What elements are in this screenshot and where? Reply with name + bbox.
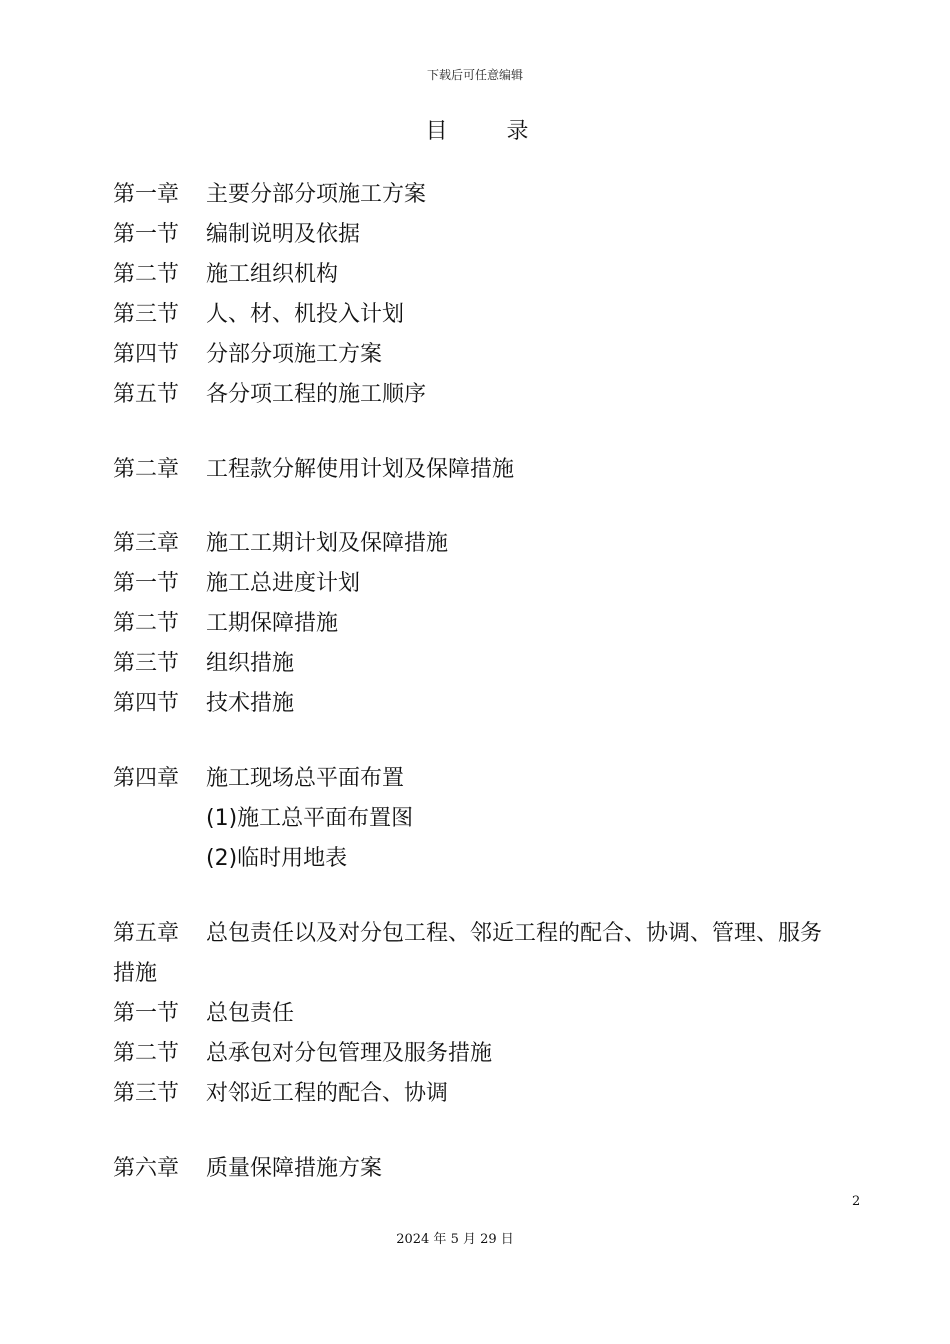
toc-entry[interactable] <box>113 380 426 410</box>
toc-entry-number: 第一节 <box>113 1001 180 1026</box>
page-footer-date: 2024 年 5 月 29 日 <box>396 1232 514 1247</box>
toc-entry-text: 对邻近工程的配合、协调 <box>206 1081 449 1106</box>
toc-entry-text: 分部分项施工方案 <box>206 342 383 367</box>
toc-entry-number: 第一节 <box>113 222 180 247</box>
toc-entry[interactable] <box>113 220 360 250</box>
toc-entry-text: 总承包对分包管理及服务措施 <box>206 1041 493 1066</box>
toc-entry[interactable] <box>113 180 426 210</box>
toc-entry-text: 各分项工程的施工顺序 <box>206 382 427 407</box>
toc-entry-number: 第一节 <box>113 571 180 596</box>
toc-entry-text: 总包责任 <box>206 1001 295 1026</box>
toc-entry-text: 工期保障措施 <box>206 611 339 636</box>
toc-entry-continued[interactable] <box>113 959 157 989</box>
toc-entry-text: 施工工期计划及保障措施 <box>206 531 449 556</box>
toc-entry-number: 第二节 <box>113 1041 180 1066</box>
toc-entry-number: 第六章 <box>113 1156 180 1181</box>
toc-entry-number: 第二节 <box>113 611 180 636</box>
toc-entry-text: 施工总进度计划 <box>206 571 361 596</box>
toc-entry-number: 第一章 <box>113 182 180 207</box>
toc-entry-number: 第三节 <box>113 1081 180 1106</box>
toc-entry-text: 工程款分解使用计划及保障措施 <box>206 457 515 482</box>
toc-entry-text: 技术措施 <box>206 691 295 716</box>
toc-entry-text: 编制说明及依据 <box>206 222 361 247</box>
toc-entry[interactable] <box>113 1079 448 1109</box>
toc-entry-text: 措施 <box>113 961 158 986</box>
toc-entry[interactable] <box>113 1154 382 1184</box>
toc-entry-text: 主要分部分项施工方案 <box>206 182 427 207</box>
toc-entry[interactable] <box>113 300 404 330</box>
toc-entry[interactable] <box>113 1039 492 1069</box>
toc-entry[interactable] <box>113 609 338 639</box>
toc-subentry[interactable]: (1)施工总平面布置图 <box>206 806 414 831</box>
toc-entry-text: 总包责任以及对分包工程、邻近工程的配合、协调、管理、服务 <box>206 921 823 946</box>
toc-entry-text: 质量保障措施方案 <box>206 1156 383 1181</box>
toc-entry-number: 第五章 <box>113 921 180 946</box>
toc-subentry[interactable]: (2)临时用地表 <box>206 846 348 871</box>
toc-entry[interactable] <box>113 569 360 599</box>
toc-title: 目 录 <box>425 119 555 144</box>
toc-entry[interactable] <box>113 919 822 949</box>
toc-entry-number: 第四章 <box>113 766 180 791</box>
page-header: 下载后可任意编辑 <box>426 68 523 82</box>
toc-entry-number: 第四节 <box>113 342 180 367</box>
toc-entry[interactable] <box>113 340 382 370</box>
toc-entry-number: 第五节 <box>113 382 180 407</box>
toc-entry-text: 人、材、机投入计划 <box>206 302 405 327</box>
toc-entry-number: 第三章 <box>113 531 180 556</box>
toc-entry-number: 第四节 <box>113 691 180 716</box>
toc-entry-text: 施工现场总平面布置 <box>206 766 405 791</box>
toc-entry-number: 第二章 <box>113 457 180 482</box>
toc-entry-text: 施工组织机构 <box>206 262 339 287</box>
toc-entry-number: 第三节 <box>113 651 180 676</box>
toc-entry-text: 组织措施 <box>206 651 295 676</box>
toc-entry[interactable] <box>113 764 404 794</box>
toc-entry[interactable] <box>113 649 294 679</box>
toc-entry-number: 第三节 <box>113 302 180 327</box>
toc-entry[interactable] <box>113 999 294 1029</box>
toc-entry[interactable] <box>113 260 338 290</box>
toc-entry[interactable] <box>113 455 514 485</box>
toc-entry[interactable] <box>113 529 448 559</box>
toc-entry[interactable] <box>113 689 294 719</box>
page-number: 2 <box>852 1194 861 1209</box>
toc-entry-number: 第二节 <box>113 262 180 287</box>
